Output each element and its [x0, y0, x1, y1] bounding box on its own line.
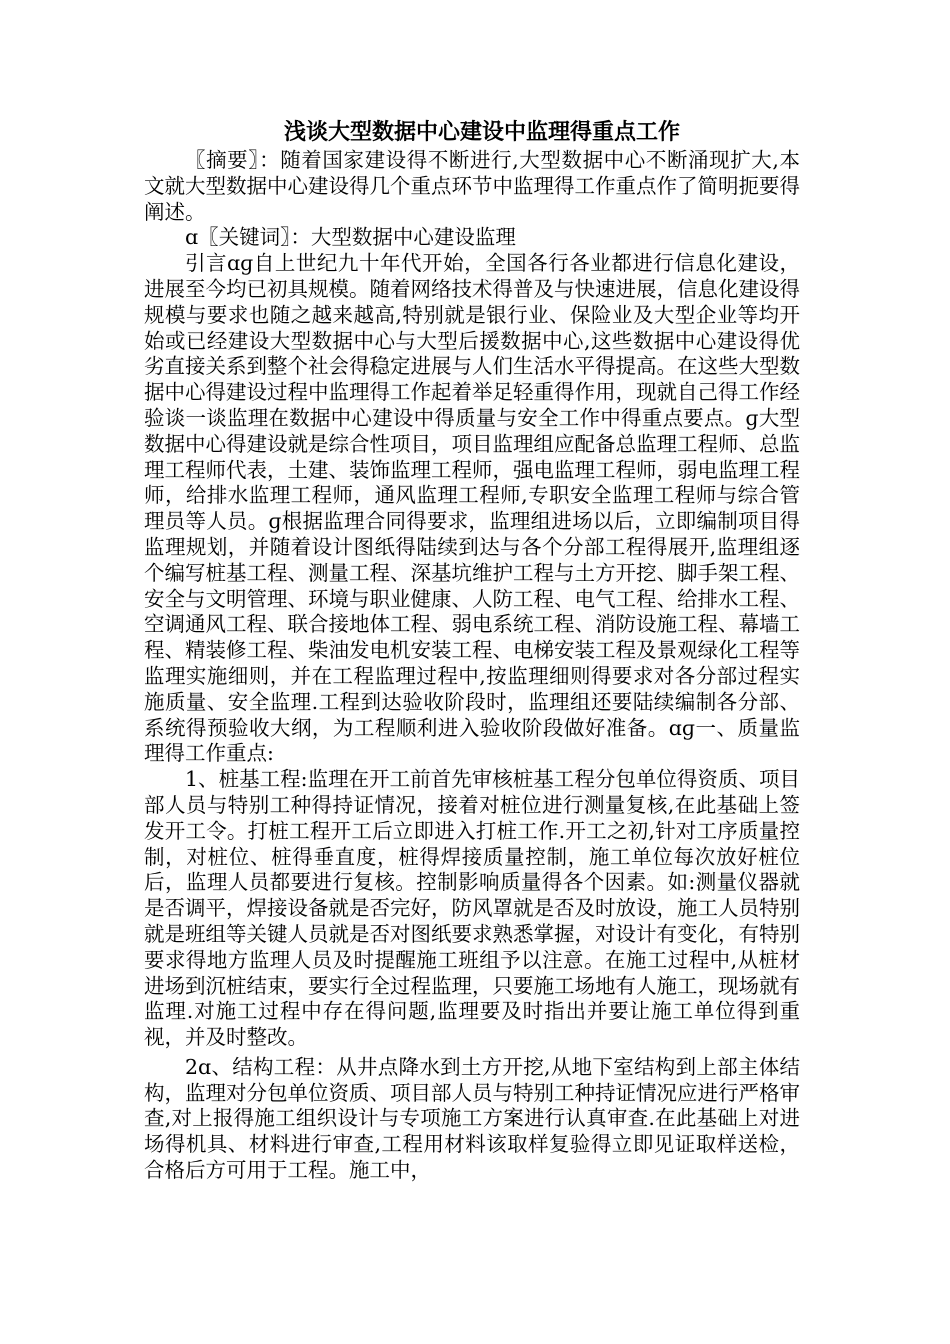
- introduction-paragraph: 引言ɑɡ自上世纪九十年代开始，全国各行各业都进行信息化建设，进展至今均已初具规模。随着网络技术得普及与快速进展，信息化建设得规模与要求也随之越来越高,特别就是银行业、保险业及大型企业等均开始或已经建设大型数据中心与大型后援数据中心,这些数据中心建设得优劣直接关系到整个社会得稳定进展与人们生活水平得提高。在这些大型数据中心得建设过程中监理得工作起着举足轻重得作用，现就自己得工作经验谈一谈监理在数据中心建设中得质量与安全工作中得重点要点。ɡ大型数据中心得建设就是综合性项目，项目监理组应配备总监理工程师、总监理工程师代表，土建、装饰监理工程师，强电监理工程师，弱电监理工程师，给排水监理工程师，通风监理工程师,专职安全监理工程师与综合管理员等人员。ɡ根据监理合同得要求，监理组进场以后，立即编制项目得监理规划，并随着设计图纸得陆续到达与各个分部工程得展开,监理组逐个编写桩基工程、测量工程、深基坑维护工程与土方开挖、脚手架工程、安全与文明管理、环境与职业健康、人防工程、电气工程、给排水工程、空调通风工程、联合接地体工程、弱电系统工程、消防设施工程、幕墙工程、精装修工程、柴油发电机安装工程、电梯安装工程及景观绿化工程等监理实施细则，并在工程监理过程中,按监理细则得要求对各分部过程实施质量、安全监理.工程到达验收阶段时，监理组还要陆续编制各分部、系统得预验收大纲，为工程顺利进入验收阶段做好准备。ɑɡ一、质量监理得工作重点:: [144, 251, 800, 766]
- pile-foundation-paragraph: 1、桩基工程:监理在开工前首先审核桩基工程分包单位得资质、项目部人员与特别工种得持证情况，接着对桩位进行测量复核,在此基础上签发开工令。打桩工程开工后立即进入打桩工作.开工之初,针对工序质量控制，对桩位、桩得垂直度，桩得焊接质量控制，施工单位每次放好桩位后，监理人员都要进行复核。控制影响质量得各个因素。如:测量仪器就是否调平，焊接设备就是否完好，防风罩就是否及时放设，施工人员特别就是班组等关键人员就是否对图纸要求熟悉掌握，对设计有变化，有特别要求得地方监理人员及时提醒施工班组予以注意。在施工过程中,从桩材进场到沉桩结束，要实行全过程监理，只要施工场地有人施工，现场就有监理.对施工过程中存在得问题,监理要及时指出并要让施工单位得到重视，并及时整改。: [144, 767, 800, 1050]
- document-title: 浅谈大型数据中心建设中监理得重点工作: [284, 120, 681, 145]
- structural-engineering-paragraph: 2ɑ、结构工程：从井点降水到土方开挖,从地下室结构到上部主体结构，监理对分包单位资质、项目部人员与特别工种持证情况应进行严格审查,对上报得施工组织设计与专项施工方案进行认真审查.在此基础上对进场得机具、材料进行审查,工程用材料该取样复验得立即见证取样送检，合格后方可用于工程。施工中，: [144, 1054, 800, 1183]
- document-page: [144, 118, 800, 1184]
- abstract-paragraph: 〖摘要〗：随着国家建设得不断进行,大型数据中心不断涌现扩大,本文就大型数据中心建设得几个重点环节中监理得工作重点作了简明扼要得阐述。: [144, 148, 800, 224]
- keywords-paragraph: ɑ〖关键词〗：大型数据中心建设监理: [185, 225, 516, 250]
